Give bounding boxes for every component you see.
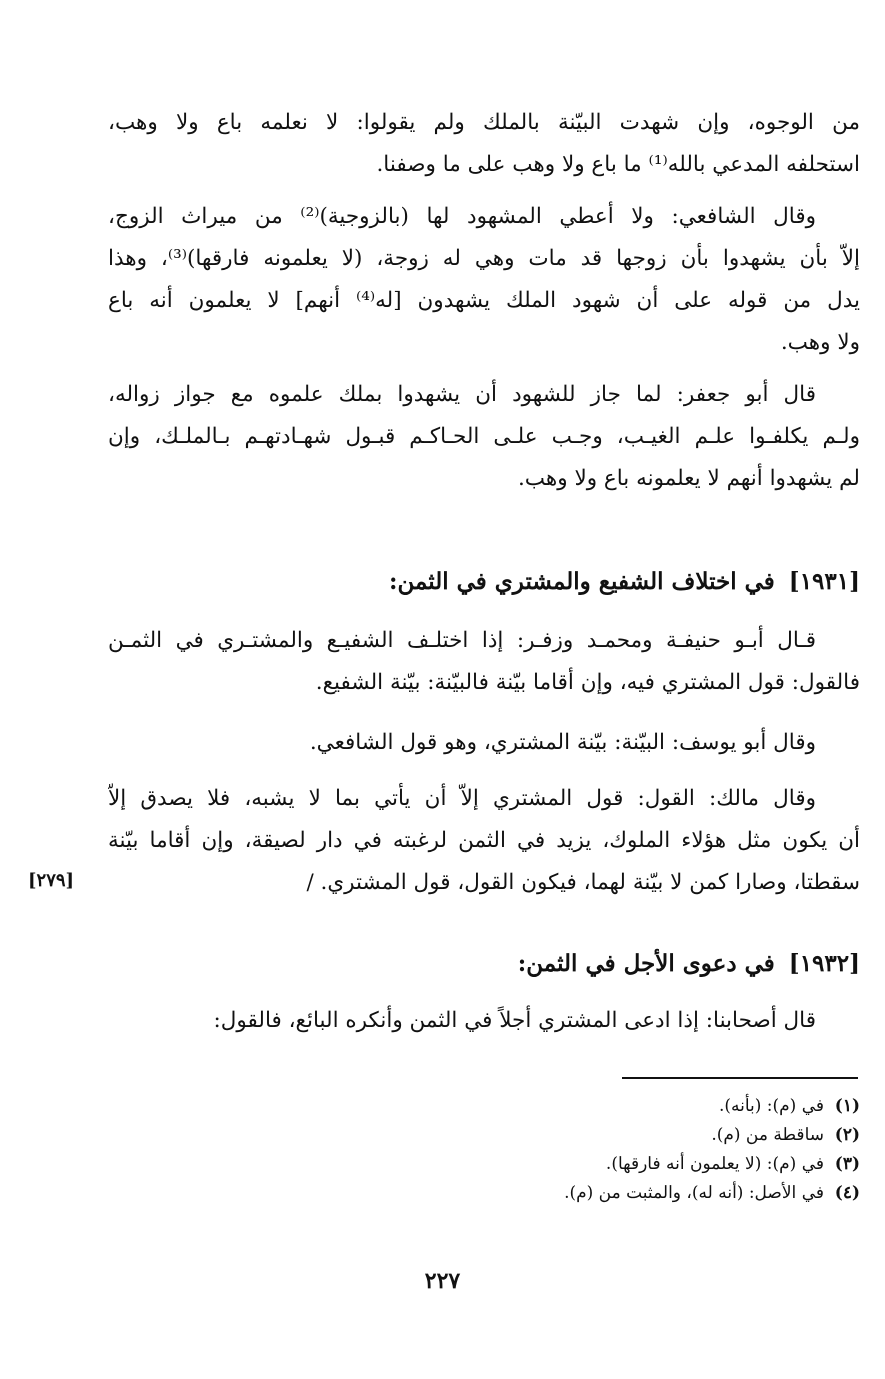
text-line: قـال أبـو حنيفـة ومحمـد وزفـر: إذا اختلـف الشفيـع والمشتـري في الثمـن xyxy=(108,628,816,653)
text-line: يدل من قوله على أن شهود الملك يشهدون [له⁽⁴⁾ أنهم] لا يعلمون أنه باع xyxy=(108,288,860,313)
footnote-number: (٣) xyxy=(834,1154,860,1174)
section-heading xyxy=(108,560,860,604)
text-line: ولا وهب. xyxy=(780,330,860,355)
text-line: قال أبو جعفر: لما جاز للشهود أن يشهدوا بملك علموه مع جواز زواله، xyxy=(108,382,816,407)
text-line: لم يشهدوا أنهم لا يعلمونه باع ولا وهب. xyxy=(517,466,860,491)
footnote-number: (٢) xyxy=(834,1125,860,1145)
text-line: أن يكون مثل هؤلاء الملوك، يزيد في الثمن لرغبته في دار لصيقة، وإن أقاما بيّنة xyxy=(108,828,860,853)
text-line: وقال مالك: القول: قول المشتري إلاّ أن يأتي بما لا يشبه، فلا يصدق إلاّ xyxy=(108,786,816,811)
text-line: وقال الشافعي: ولا أعطي المشهود لها (بالزوجية)⁽²⁾ من ميراث الزوج، xyxy=(108,204,816,229)
footnote-text: في الأصل: (أنه له)، والمثبت من (م). xyxy=(564,1183,824,1203)
footnote xyxy=(108,1121,860,1150)
footnote xyxy=(108,1179,860,1208)
text-line: من الوجوه، وإن شهدت البيّنة بالملك ولم يقولوا: لا نعلمه باع ولا وهب، xyxy=(108,110,860,135)
text-line: فالقول: قول المشتري فيه، وإن أقاما بيّنة فالبيّنة: بيّنة الشفيع. xyxy=(315,670,860,695)
footnote xyxy=(108,1092,860,1121)
section1-paragraph-2 xyxy=(108,722,860,764)
paragraph-2 xyxy=(108,196,860,364)
page-number: ٢٢٧ xyxy=(424,1268,461,1294)
text-line: قال أصحابنا: إذا ادعى المشتري أجلاً في الثمن وأنكره البائع، فالقول: xyxy=(213,1008,816,1033)
footnote-number: (٤) xyxy=(834,1183,860,1203)
footnote-separator xyxy=(622,1077,858,1079)
footnote-text: ساقطة من (م). xyxy=(711,1125,824,1145)
footnote xyxy=(108,1150,860,1179)
section-number: [١٩٣٢] xyxy=(788,950,860,977)
section1-paragraph-1 xyxy=(108,620,860,704)
text-line: إلاّ بأن يشهدوا بأن زوجها قد مات وهي له زوجة، (لا يعلمونه فارقها)⁽³⁾، وهذا xyxy=(108,246,860,271)
section1-paragraph-3 xyxy=(108,778,860,904)
manuscript-folio-ref: [٢٧٩] xyxy=(28,870,75,891)
section-heading xyxy=(108,942,860,986)
footnote-text: في (م): (بأنه). xyxy=(718,1096,824,1116)
footnote-number: (١) xyxy=(834,1096,860,1116)
footnotes xyxy=(108,1092,860,1208)
section-title: في دعوى الأجل في الثمن: xyxy=(517,950,775,977)
text-line: وقال أبو يوسف: البيّنة: بيّنة المشتري، وهو قول الشافعي. xyxy=(309,730,816,755)
text-line: سقطتا، وصارا كمن لا بيّنة لهما، فيكون القول، قول المشتري. / xyxy=(306,870,860,895)
footnote-text: في (م): (لا يعلمون أنه فارقها). xyxy=(605,1154,824,1174)
section-number: [١٩٣١] xyxy=(788,568,860,595)
paragraph-1 xyxy=(108,102,860,186)
text-line: ولـم يكلفـوا علـم الغيـب، وجـب علـى الحـاكـم قبـول شهـادتهـم بـالملـك، وإن xyxy=(108,424,860,449)
text-line: استحلفه المدعي بالله⁽¹⁾ ما باع ولا وهب على ما وصفنا. xyxy=(376,152,860,177)
section-title: في اختلاف الشفيع والمشتري في الثمن: xyxy=(388,568,775,595)
paragraph-3 xyxy=(108,374,860,500)
section2-paragraph-1 xyxy=(108,1000,860,1042)
